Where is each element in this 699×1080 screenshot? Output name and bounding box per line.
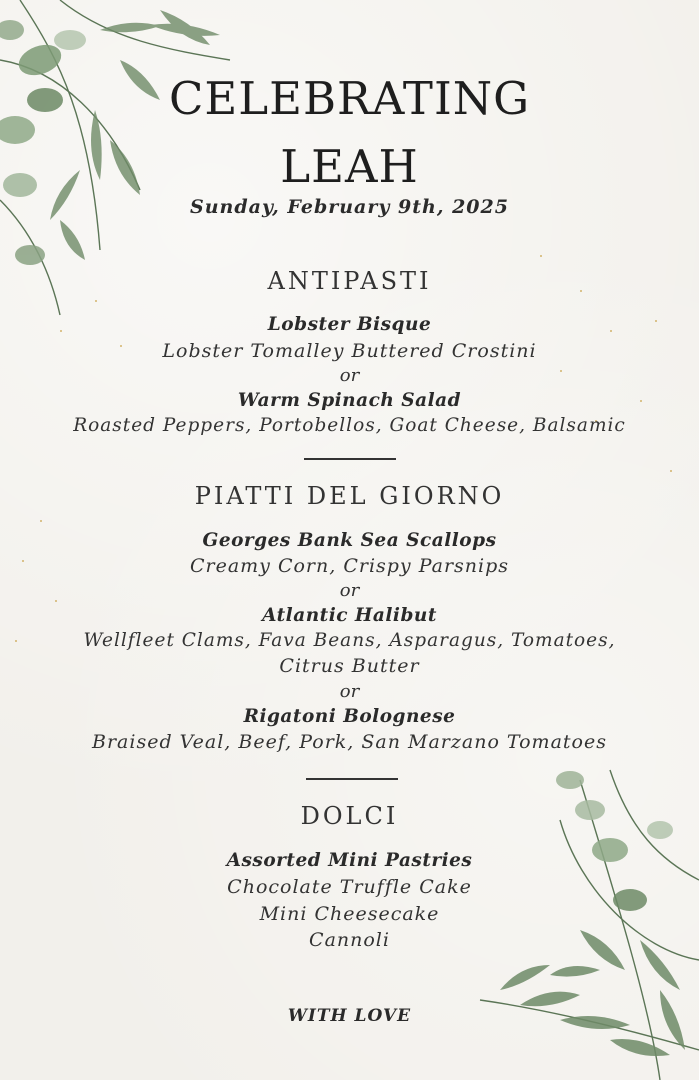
or-separator: or: [339, 365, 360, 386]
dish-description: Citrus Butter: [279, 655, 420, 677]
dish-description: Roasted Peppers, Portobellos, Goat Cheese, Balsamic: [73, 415, 626, 436]
dish-description: Wellfleet Clams, Fava Beans, Asparagus, Tomatoes,: [83, 630, 616, 651]
dish-description: Braised Veal, Beef, Pork, San Marzano Tomatoes: [92, 731, 607, 753]
title-line-1: CELEBRATING: [168, 72, 531, 125]
or-separator: or: [339, 681, 360, 702]
or-separator: or: [339, 580, 360, 601]
dish-description: Creamy Corn, Crispy Parsnips: [189, 555, 510, 577]
dessert-item: Mini Cheesecake: [259, 903, 440, 925]
dish-rigatoni-bolognese: Rigatoni Bolognese: [243, 706, 456, 727]
dessert-item: Cannoli: [309, 929, 390, 951]
dish-description: Lobster Tomalley Buttered Crostini: [162, 340, 537, 362]
closing-text: WITH LOVE: [287, 1006, 412, 1026]
dessert-item-primary: Assorted Mini Pastries: [226, 850, 473, 871]
dish-lobster-bisque: Lobster Bisque: [267, 314, 432, 335]
dish-warm-spinach-salad: Warm Spinach Salad: [237, 390, 462, 411]
dish-georges-bank-scallops: Georges Bank Sea Scallops: [202, 530, 497, 551]
dessert-item: Chocolate Truffle Cake: [227, 876, 472, 898]
dish-atlantic-halibut: Atlantic Halibut: [262, 605, 437, 626]
section-divider: [306, 778, 398, 780]
section-heading-piatti: PIATTI DEL GIORNO: [194, 482, 505, 510]
section-heading-dolci: DOLCI: [300, 802, 399, 830]
section-heading-antipasti: ANTIPASTI: [267, 267, 432, 295]
event-date: Sunday, February 9th, 2025: [190, 196, 509, 218]
section-divider: [304, 458, 396, 460]
title-line-2: LEAH: [280, 140, 419, 193]
